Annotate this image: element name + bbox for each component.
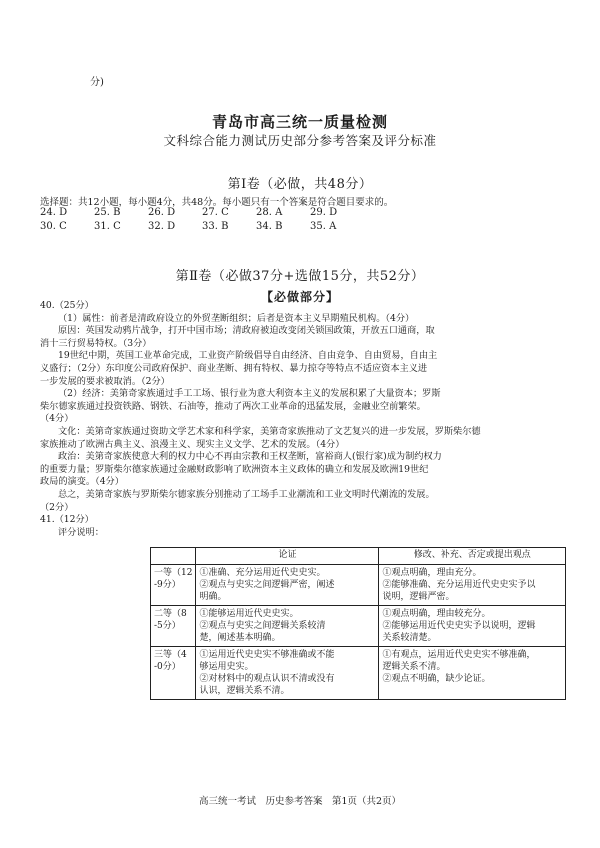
answer-paragraph-line: （4分） — [40, 413, 74, 425]
rubric-revision-cell — [379, 647, 566, 700]
criteria-line: 逻辑关系不清。 — [382, 662, 446, 672]
rubric-row-grade-3 — [151, 647, 566, 700]
rubric-grade-cell — [151, 565, 196, 606]
document-subtitle: 文科综合能力测试历史部分参考答案及评分标准 — [163, 133, 437, 148]
rubric-header-argument: 论证 — [196, 548, 379, 565]
rubric-note: 评分说明： — [58, 526, 104, 538]
rubric-argument-cell — [196, 647, 379, 700]
page-footer: 高三统一考试 历史参考答案 第1页（共2页） — [198, 796, 402, 807]
rubric-grade-cell — [151, 647, 196, 700]
grade-label-line: 三等（4 — [154, 650, 187, 660]
answer-item: 30. C — [40, 221, 67, 232]
rubric-header-row — [151, 548, 566, 565]
criteria-line: 说明，逻辑严密。 — [382, 592, 455, 602]
criteria-line: 认识，逻辑关系不清。 — [199, 686, 290, 696]
section-1-heading: 第Ⅰ卷（必做，共48分） — [227, 177, 373, 192]
answer-paragraph-line: （2分） — [40, 501, 74, 513]
answer-paragraph-line: 政治：美第奇家族使意大利的权力中心不再由宗教和王权垄断，富裕商人(银行家)成为制约权力 — [58, 451, 442, 463]
answer-item: 25. B — [94, 207, 121, 218]
answer-paragraph-line: （2）经济：美第奇家族通过手工工场、银行业为意大利资本主义的发展积累了大量资本；罗斯 — [58, 388, 441, 400]
rubric-grade-cell — [151, 606, 196, 647]
criteria-line: ①观点明确，理由充分。 — [382, 568, 482, 578]
rubric-argument-cell — [196, 565, 379, 606]
answer-item: 35. A — [310, 221, 337, 232]
answer-item: 31. C — [94, 221, 121, 232]
criteria-line: ②能够运用近代史史实予以说明，逻辑 — [382, 621, 536, 631]
criteria-line: ①有观点，运用近代史史实不够准确， — [382, 650, 536, 660]
answer-item: 33. B — [202, 221, 229, 232]
answer-paragraph-line: 家族推动了欧洲古典主义、浪漫主义、现实主义文学、艺术的发展。（4分） — [40, 438, 345, 450]
required-part-heading: 【必做部分】 — [260, 290, 339, 304]
grade-label-line: 一等（12 — [154, 568, 193, 578]
grade-label-line: -0分） — [154, 662, 181, 672]
answer-item: 27. C — [202, 207, 229, 218]
criteria-line: 够运用史实。 — [199, 662, 254, 672]
answer-item: 29. D — [310, 207, 338, 218]
answer-item: 26. D — [148, 207, 176, 218]
rubric-row-grade-1 — [151, 565, 566, 606]
criteria-line: 楚，阐述基本明确。 — [199, 633, 281, 643]
answer-paragraph-line: 义盛行；（2分）东印度公司政府保护、商业垄断、拥有特权、暴力掠夺等特点不适应资本主义进 — [40, 362, 428, 374]
grade-label-line: -9分） — [154, 580, 181, 590]
mcq-answer-grid — [40, 207, 364, 235]
criteria-line: ①运用近代史史实不够准确或不能 — [199, 650, 335, 660]
mcq-instructions: 选择题：共12小题，每小题4分，共48分。每小题只有一个答案是符合题目要求的。 — [40, 197, 394, 208]
section-2-heading: 第Ⅱ卷（必做37分+选做15分，共52分） — [175, 269, 425, 284]
criteria-line: ②能够准确、充分运用近代史史实予以 — [382, 580, 536, 590]
rubric-header-revision: 修改、补充、否定或提出观点 — [379, 548, 566, 565]
grade-label-line: -5分） — [154, 621, 181, 631]
answer-row — [40, 207, 364, 221]
page-corner-text: 分) — [90, 77, 104, 88]
answer-paragraph-line: 政局的演变。（4分） — [40, 476, 124, 488]
answer-paragraph-line: 原因：英国发动鸦片战争，打开中国市场；清政府被迫改变闭关锁国政策，开放五口通商，取 — [58, 325, 435, 337]
criteria-line: ②观点不明确，缺少论证。 — [382, 674, 491, 684]
rubric-revision-cell — [379, 565, 566, 606]
criteria-line: ①能够运用近代史史实。 — [199, 609, 299, 619]
rubric-revision-cell — [379, 606, 566, 647]
criteria-line: ②对材料中的观点认识不清或没有 — [199, 674, 335, 684]
answer-paragraph-line: 19世纪中期，英国工业革命完成，工业资产阶级倡导自由经济、自由竞争、自由贸易，自由主 — [58, 350, 438, 362]
question-40-heading: 40.（25分） — [40, 300, 94, 311]
answer-paragraph-line: 总之，美第奇家族与罗斯柴尔德家族分别推动了工场手工业潮流和工业文明时代潮流的发展。 — [58, 488, 435, 500]
answer-paragraph-line: 文化：美第奇家族通过资助文学艺术家和科学家，美第奇家族推动了文艺复兴的进一步发展，罗斯柴尔德 — [58, 425, 481, 437]
answer-row — [40, 221, 364, 235]
answer-item: 34. B — [256, 221, 283, 232]
criteria-line: ①观点明确，理由较充分。 — [382, 609, 491, 619]
answer-item: 32. D — [148, 221, 176, 232]
document-title: 青岛市高三统一质量检测 — [211, 113, 388, 131]
criteria-line: 关系较清楚。 — [382, 633, 437, 643]
criteria-line: 明确。 — [199, 592, 227, 602]
answer-paragraph-line: 柴尔德家族通过投资铁路、钢铁、石油等，推动了两次工业革命的迅猛发展，金融业空前繁荣。 — [40, 400, 426, 412]
criteria-line: ①准确、充分运用近代史史实。 — [199, 568, 326, 578]
grade-label-line: 二等（8 — [154, 609, 187, 619]
answer-item: 28. A — [256, 207, 283, 218]
question-41-heading: 41.（12分） — [40, 514, 94, 526]
rubric-header-grade — [151, 548, 196, 565]
scoring-rubric-table — [150, 547, 566, 700]
answer-paragraph-line: 一步发展的要求被取消。（2分） — [40, 375, 170, 387]
answer-paragraph-line: （1）属性：前者是清政府设立的外贸垄断组织；后者是资本主义早期殖民机构。（4分） — [58, 312, 415, 324]
answer-item: 24. D — [40, 207, 68, 218]
question-40-answer-block — [40, 300, 564, 539]
criteria-line: ②观点与史实之间逻辑关系较清 — [199, 621, 326, 631]
rubric-row-grade-2 — [151, 606, 566, 647]
answer-paragraph-line: 的重要力量；罗斯柴尔德家族通过金融财政影响了欧洲资本主义政体的确立和发展及欧洲19世纪 — [40, 463, 429, 475]
answer-paragraph-line: 消十三行贸易特权。（3分） — [40, 337, 152, 349]
rubric-argument-cell — [196, 606, 379, 647]
criteria-line: ②观点与史实之间逻辑严密，阐述 — [199, 580, 335, 590]
